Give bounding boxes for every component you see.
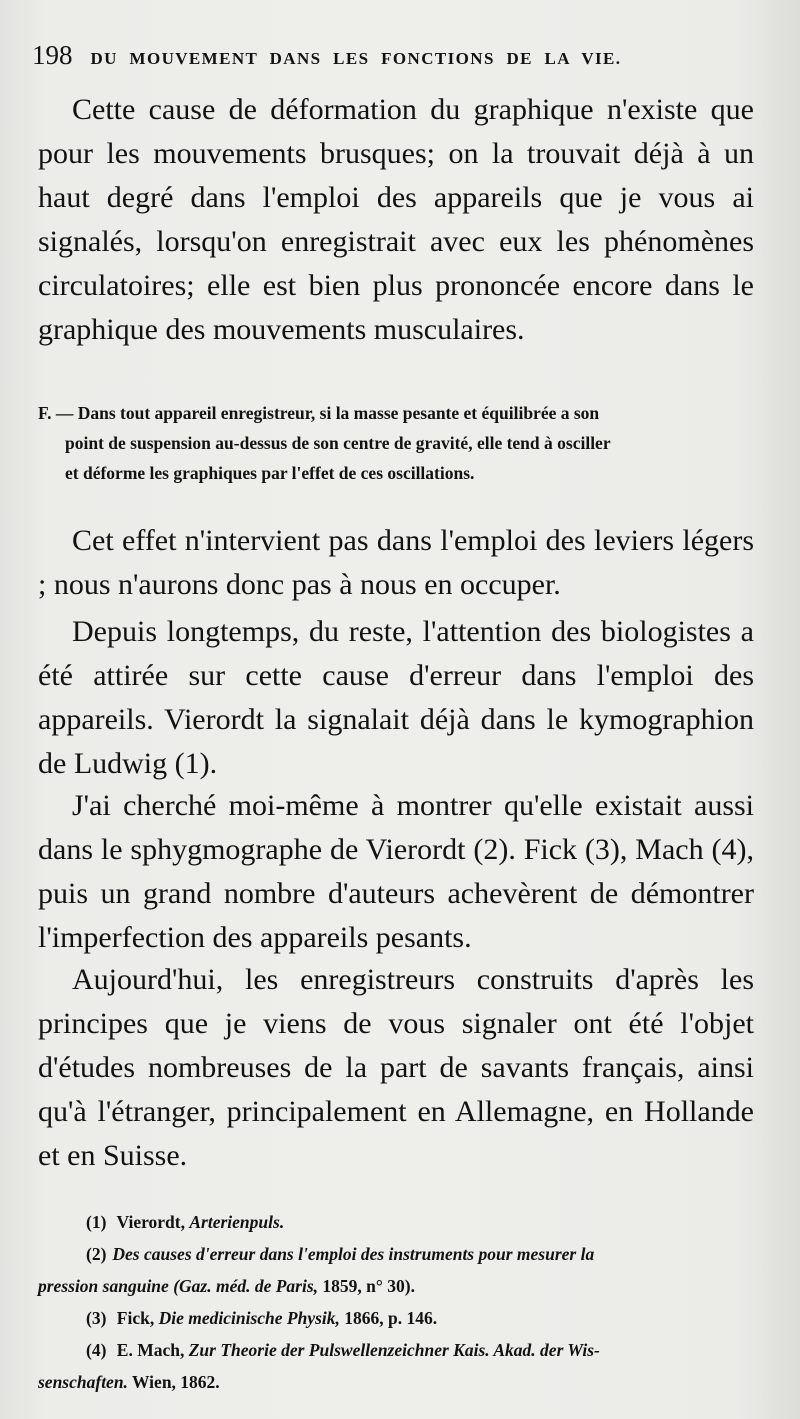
- running-title: DU MOUVEMENT DANS LES FONCTIONS DE LA VIE.: [90, 49, 622, 68]
- footnote-4: (4) E. Mach, Zur Theorie der Pulswellenzeichner Kais. Akad. der Wis-: [86, 1340, 600, 1360]
- page-number: 198: [32, 40, 73, 70]
- paragraph-1: Cette cause de déformation du graphique n'existe que pour les mouvements brusques; on la trouvait déjà à un haut degré dans l'emploi des appareils que je vous ai signalés, lorsqu'on enregistrait avec eux les phénomènes circulatoires; elle est bien plus prononcée encore dans le graphique des mouvements musculaires.: [38, 93, 754, 346]
- caption-line-2: point de suspension au-dessus de son centre de gravité, elle tend à osciller: [65, 433, 611, 453]
- footnote-1: (1) Vierordt, Arterienpuls.: [86, 1212, 285, 1232]
- paragraph-5: Aujourd'hui, les enregistreurs construits d'après les principes que je viens de vous signaler ont été l'objet d'études nombreuses de la part de savants français, ainsi qu'à l'étranger, principalement en Allemagne, en Hollande et en Suisse.: [38, 963, 754, 1172]
- footnote-2-continued: pression sanguine (Gaz. méd. de Paris, 1859, n° 30).: [38, 1276, 415, 1296]
- paragraph-4: J'ai cherché moi-même à montrer qu'elle existait aussi dans le sphygmographe de Vierordt (2). Fick (3), Mach (4), puis un grand nombre d'auteurs achevèrent de démontrer l'imperfection des appareils pesants.: [38, 789, 754, 954]
- figure-caption: [38, 398, 762, 488]
- footnote-2: (2) Des causes d'erreur dans l'emploi des instruments pour mesurer la: [86, 1244, 595, 1264]
- footnote-3: (3) Fick, Die medicinische Physik, 1866, p. 146.: [86, 1308, 438, 1328]
- paragraph-2: Cet effet n'intervient pas dans l'emploi des leviers légers ; nous n'aurons donc pas à nous en occuper.: [38, 524, 754, 601]
- footnote-4-continued: senschaften. Wien, 1862.: [38, 1372, 220, 1392]
- page-header: [32, 40, 772, 71]
- caption-line-3: et déforme les graphiques par l'effet de ces oscillations.: [65, 463, 475, 483]
- caption-line-1: F. — Dans tout appareil enregistreur, si la masse pesante et équilibrée a son: [38, 403, 600, 423]
- paragraph-3: Depuis longtemps, du reste, l'attention des biologistes a été attirée sur cette cause d'erreur dans l'emploi des appareils. Vierordt la signalait déjà dans le kymographion de Ludwig (1).: [38, 615, 754, 780]
